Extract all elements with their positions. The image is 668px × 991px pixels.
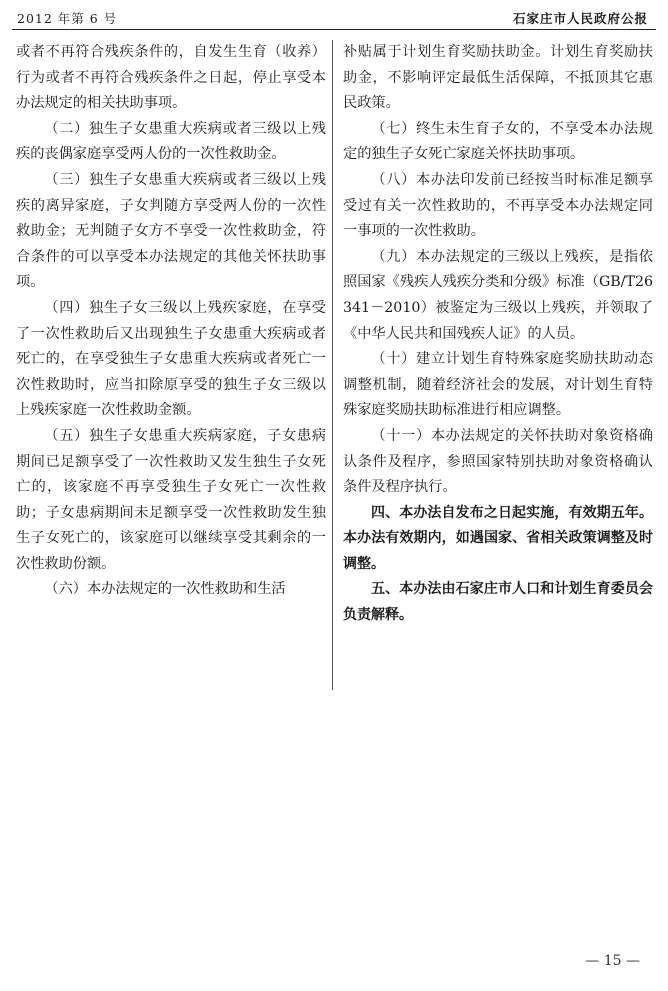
section-four: 四、本办法自发布之日起实施，有效期五年。本办法有效期内，如遇国家、省相关政策调整及时调整。 xyxy=(343,504,653,572)
page-number: — 15 — xyxy=(585,953,640,969)
paragraph-item-6-continuation: 补贴属于计划生育奖励扶助金。计划生育奖励扶助金，不影响评定最低生活保障，不抵顶其它惠民政策。 xyxy=(343,44,653,112)
paragraph-item-6: （六）本办法规定的一次性救助和生活 xyxy=(44,581,286,598)
column-divider xyxy=(332,40,333,690)
header-rule xyxy=(12,29,656,30)
paragraph-item-2: （二）独生子女患重大疾病或者三级以上残疾的丧偶家庭享受两人份的一次性救助金。 xyxy=(16,120,326,163)
paragraph-item-11: （十一）本办法规定的关怀扶助对象资格确认条件及程序，参照国家特别扶助对象资格确认条件及程序执行。 xyxy=(343,427,653,496)
paragraph-item-10: （十）建立计划生育特殊家庭奖励扶助动态调整机制，随着经济社会的发展，对计划生育特殊家庭奖励扶助标准进行相应调整。 xyxy=(343,351,653,419)
paragraph-item-3: （三）独生子女患重大疾病或者三级以上残疾的离异家庭，子女判随方享受两人份的一次性救助金；无判随子女方不享受一次性救助金，符合条件的可以享受本办法规定的其他关怀扶助事项。 xyxy=(16,171,326,291)
publication-title: 石家庄市人民政府公报 xyxy=(512,11,648,26)
paragraph-continuation: 或者不再符合残疾条件的，自发生生育（收养）行为或者不再符合残疾条件之日起，停止享受本办法规定的相关扶助事项。 xyxy=(16,44,326,112)
page-header xyxy=(0,0,668,34)
section-five: 五、本办法由石家庄市人口和计划生育委员会负责解释。 xyxy=(343,581,653,624)
left-column xyxy=(16,40,326,603)
paragraph-item-4: （四）独生子女三级以上残疾家庭，在享受了一次性救助后又出现独生子女患重大疾病或者死亡的，在享受独生子女患重大疾病或者死亡一次性救助时，应当扣除原享受的独生子女三级以上残疾家庭一次性救助金额。 xyxy=(16,299,326,419)
paragraph-item-5: （五）独生子女患重大疾病家庭，子女患病期间已足额享受了一次性救助又发生独生子女死亡的，该家庭不再享受独生子女死亡一次性救助；子女患病期间未足额享受一次性救助发生独生子女死亡的，该家庭可以继续享受其剩余的一次性救助份额。 xyxy=(16,427,326,572)
issue-label: 2012 年第 6 号 xyxy=(17,11,118,26)
paragraph-item-7: （七）终生未生育子女的，不享受本办法规定的独生子女死亡家庭关怀扶助事项。 xyxy=(343,120,653,163)
paragraph-item-8: （八）本办法印发前已经按当时标准足额享受过有关一次性救助的，不再享受本办法规定同一事项的一次性救助。 xyxy=(343,171,653,240)
paragraph-item-9: （九）本办法规定的三级以上残疾，是指依照国家《残疾人残疾分类和分级》标准（GB/T26341－2010）被鉴定为三级以上残疾，并领取了《中华人民共和国残疾人证》的人员。 xyxy=(343,248,653,342)
right-column xyxy=(343,40,653,629)
